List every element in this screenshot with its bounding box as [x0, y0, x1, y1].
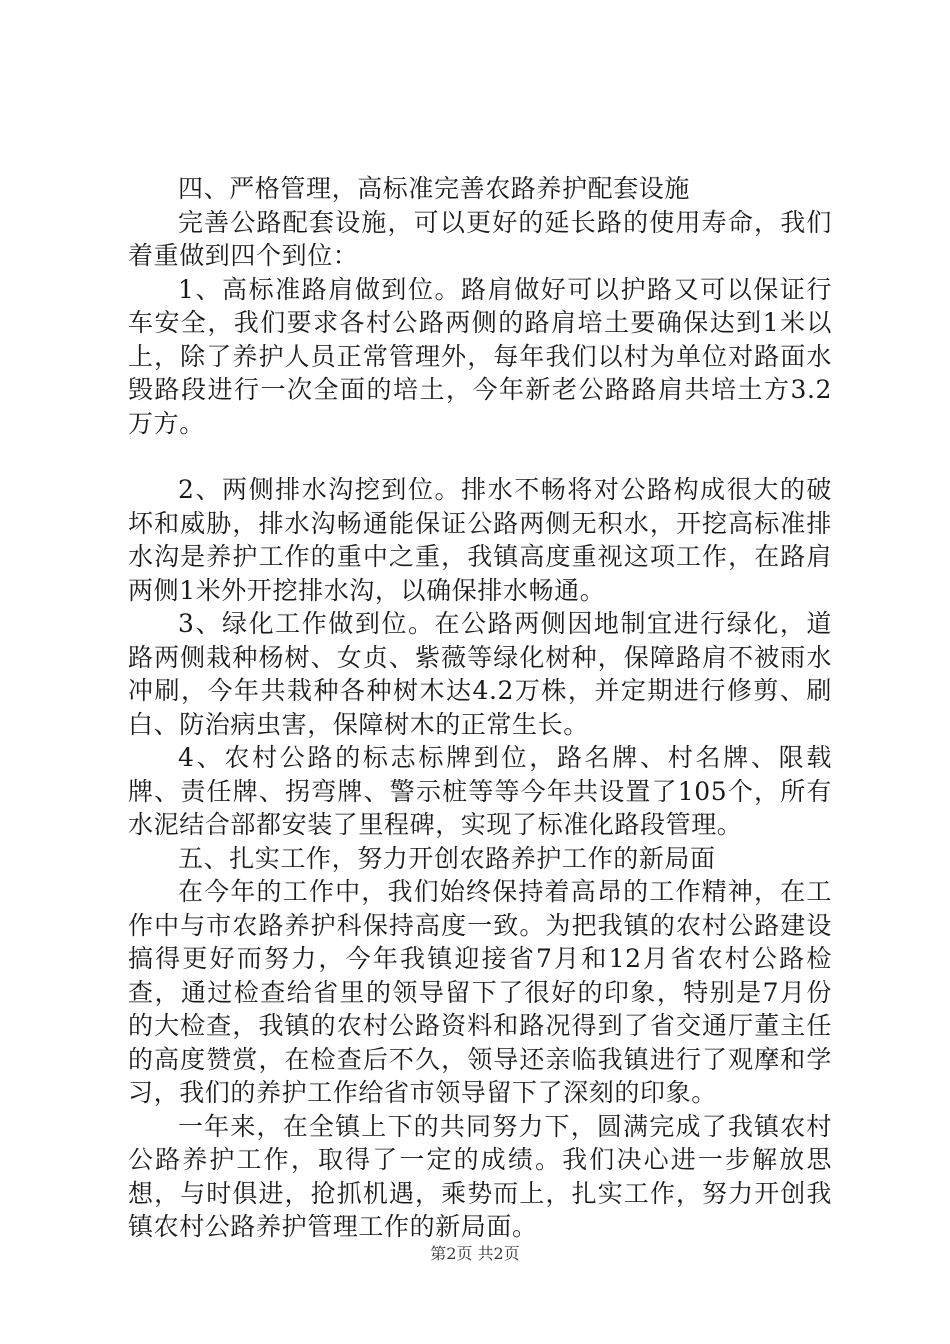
paragraph-work: 在今年的工作中，我们始终保持着高昂的工作精神，在工作中与市农路养护科保持高度一致。为把我镇的农村公路建设搞得更好而努力，今年我镇迎接省7月和12月省农村公路检查，通过检查给省里的领导留下了很好的印象，特别是7月份的大检查，我镇的农村公路资料和路况得到了省交通厅董主任的高度赞赏，在检查后不久，领导还亲临我镇进行了观摩和学习，我们的养护工作给省市领导留下了深刻的印象。: [128, 877, 832, 1107]
paragraph-item-1: 1、高标准路肩做到位。路肩做好可以护路又可以保证行车安全，我们要求各村公路两侧的路肩培土要确保达到1米以上，除了养护人员正常管理外，每年我们以村为单位对路面水毁路段进行一次全面的培土，今年新老公路路肩共培土方3.2万方。: [128, 274, 832, 438]
document-body: [128, 172, 832, 1244]
paragraph-item-4: 4、农村公路的标志标牌到位，路名牌、村名牌、限载牌、责任牌、拐弯牌、警示桩等等今年共设置了105个，所有水泥结合部都安装了里程碑，实现了标准化路段管理。: [128, 743, 832, 839]
section-heading-4: 四、严格管理，高标准完善农路养护配套设施: [178, 174, 691, 203]
section-heading-5: 五、扎实工作，努力开创农路养护工作的新局面: [178, 843, 716, 873]
paragraph-item-2: 2、两侧排水沟挖到位。排水不畅将对公路构成很大的破坏和威胁，排水沟畅通能保证公路两侧无积水，开挖高标准排水沟是养护工作的重中之重，我镇高度重视这项工作，在路肩两侧1米外开挖排水沟，以确保排水畅通。: [128, 475, 832, 605]
paragraph-item-3: 3、绿化工作做到位。在公路两侧因地制宜进行绿化，道路两侧栽种杨树、女贞、紫薇等绿化树种，保障路肩不被雨水冲刷，今年共栽种各种树木达4.2万株，并定期进行修剪、刷白、防治病虫害，保障树木的正常生长。: [128, 609, 832, 739]
paragraph-conclusion: 一年来，在全镇上下的共同努力下，圆满完成了我镇农村公路养护工作，取得了一定的成绩。我们决心进一步解放思想，与时俱进，抢抓机遇，乘势而上，扎实工作，努力开创我镇农村公路养护管理工作的新局面。: [128, 1111, 832, 1241]
paragraph-intro: 完善公路配套设施，可以更好的延长路的使用寿命，我们着重做到四个到位：: [128, 207, 832, 270]
page-number-footer: 第2页 共2页: [430, 1244, 520, 1263]
